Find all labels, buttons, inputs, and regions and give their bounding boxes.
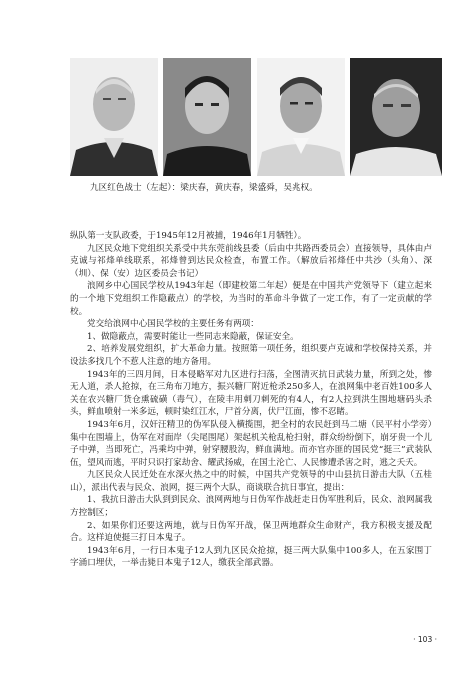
paragraph: 1943年的三四月间，日本侵略军对九区进行扫荡，全图清灭抗日武装力量，所到之处，惨无人道，杀人抢掠，在三角布刀地方，振兴糖厂附近枪杀250多人，在浪网集中老百姓100多人关在农兴糖厂货仓熏硫磺（毒气），在陵丰用刺刀刺死的有4人，有2人拉到洪生围地塘码头杀头，鲜血喷射一米多远，顿时染红江水，尸首分离，伏尸江面，惨不忍睹。 (70, 369, 432, 418)
paragraph: 纵队第一支队政委，于1945年12月被捕，1946年1月牺牲）。 (70, 231, 307, 241)
paragraph: 1943年6月，汉奸汪精卫的伪军队侵入横揽围，把全村的农民赶到马二塘（民平村小学旁）集中在围墙上，伪军在对面岸（尖尾围尾）架起机关枪乱枪扫射，群众纷纷倒下，崩牙贵一个儿子中弹，当即死亡，冯乘均中弹，射穿腰股沟，鲜血满地。而亦官亦匪的国民党“挺三”武装队伍，望风而逃，平时只识打家劫舍、耀武扬威，在国土沦亡、人民惨遭杀害之时，逃之夭夭。 (70, 419, 432, 468)
paragraph: 浪网乡中心国民学校从1943年起（即建校第二年起）便是在中国共产党领导下（建立起来的一个地下党组织工作隐蔽点）的学校，为当时的革命斗争做了一定工作，有了一定贡献的学校。 (70, 281, 432, 317)
paragraph: 九区民众人民迁处在水深火热之中的时候，中国共产党领导的中山县抗日游击大队（五桂山），派出代表与民众、浪网，挺三两个大队，商谈联合抗日事宜，提出： (70, 470, 432, 493)
portrait-photo-4 (350, 58, 442, 176)
caption-names: （左起）：梁庆春，黄庆春，梁盛舜，吴兆权。 (141, 183, 318, 193)
list-item: 1、做隐蔽点，需要时能让一些同志来隐蔽，保证安全。 (87, 331, 299, 342)
list-item: 1、我抗日游击大队到到民众、浪网两地与日伪军作战赶走日伪军胜利后，民众、浪网属我方控制区； (70, 495, 432, 519)
photo-caption (70, 181, 442, 193)
portrait-photo-2 (163, 58, 251, 176)
list-item: 2、如果你们还要这两地，就与日伪军开战，保卫两地群众生命财产，我方积极支援及配合。这样迫使挺三打日本鬼子。 (70, 520, 432, 544)
portrait-photo-3 (257, 58, 345, 176)
paragraph: 1943年6月，一行日本鬼子12人到九区民众抢掠，挺三两大队集中100多人，在五家围丁字涌口埋伏，一举击毙日本鬼子12人，缴获全部武器。 (70, 545, 432, 569)
paragraph: 九区民众地下党组织关系受中共东莞前线县委（后由中共路西委员会）直接领导，具体由卢克诚与祁烽单线联系，祁烽曾到达民众检查，布置工作。（解放后祁烽任中共沙（头角）、深（圳）、保（安）边区委员会书记） (70, 243, 432, 279)
list-item: 2、培养发展党组织，扩大革命力量。按照第一项任务，组织要卢克诚和学校保持关系，并设法多找几个不惹人注意的地方备用。 (70, 344, 432, 367)
caption-label: 九区红色战士 (90, 183, 142, 193)
paragraph: 党交给浪网中心国民学校的主要任务有两项： (87, 319, 259, 330)
body-text (70, 230, 432, 570)
portrait-photo-1 (70, 58, 158, 176)
portrait-strip (70, 58, 442, 176)
page-number: · 103 · (413, 635, 437, 644)
